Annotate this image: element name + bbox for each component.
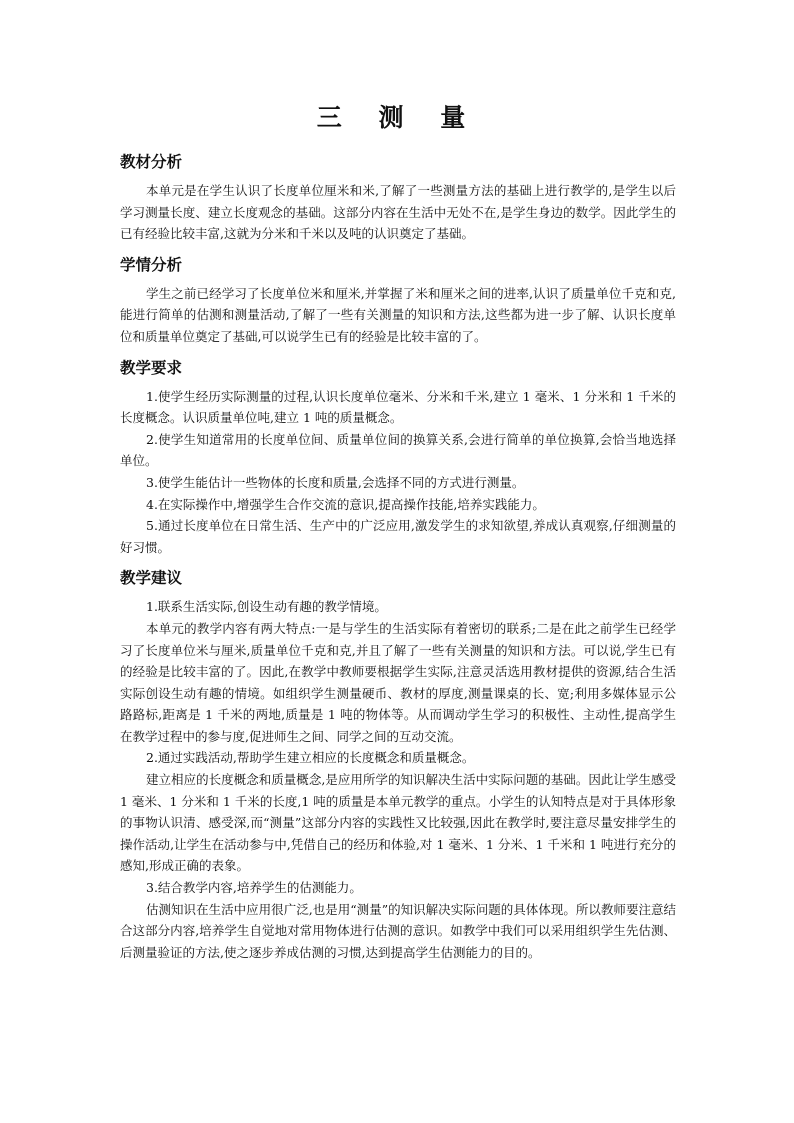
paragraph: 建立相应的长度概念和质量概念,是应用所学的知识解决生活中实际问题的基础。因此让学生感受 1 毫米、1 分米和 1 千米的长度,1 吨的质量是本单元教学的重点。小学生的认知特点是对于具体形象的事物认识清、感受深,而“测量”这部分内容的实践性又比较强,因此在教学时,要注意尽量安排学生的操作活动,让学生在活动参与中,凭借自己的经历和体验,对 1 毫米、1 分米、1 千米和 1 吨进行充分的感知,形成正确的表象。 bbox=[120, 772, 676, 874]
subheading: 2.通过实践活动,帮助学生建立相应的长度概念和质量概念。 bbox=[146, 750, 475, 766]
section-teaching-suggestions bbox=[120, 566, 676, 963]
list-item: 4.在实际操作中,增强学生合作交流的意识,提高操作技能,培养实践能力。 bbox=[146, 496, 545, 512]
list-item: 2.使学生知道常用的长度单位间、质量单位间的换算关系,会进行简单的单位换算,会恰当地选择单位。 bbox=[120, 431, 676, 469]
section-heading: 学情分析 bbox=[120, 254, 183, 274]
section-heading: 教材分析 bbox=[120, 152, 183, 171]
paragraph: 本单元的教学内容有两大特点:一是与学生的生活实际有着密切的联系;二是在此之前学生已经学习了长度单位米与厘米,质量单位千克和克,并且了解了一些有关测量的知识和方法。可以说,学生已有的经验是比较丰富的了。因此,在教学中教师要根据学生实际,注意灵活选用教材提供的资源,结合生活实际创设生动有趣的情境。如组织学生测量硬币、教材的厚度,测量课桌的长、宽;利用多媒体显示公路路标,距离是 1 千米的两地,质量是 1 吨的物体等。从而调动学生学习的积极性、主动性,提高学生在教学过程中的参与度,促进师生之间、同学之间的互动交流。 bbox=[120, 620, 676, 744]
section-textbook-analysis bbox=[120, 150, 676, 245]
section-heading: 教学要求 bbox=[120, 357, 183, 377]
list-item: 5.通过长度单位在日常生活、生产中的广泛应用,激发学生的求知欲望,养成认真观察,仔细测量的好习惯。 bbox=[120, 518, 676, 555]
paragraph: 本单元是在学生认识了长度单位厘米和米,了解了一些测量方法的基础上进行教学的,是学生以后学习测量长度、建立长度观念的基础。这部分内容在生活中无处不在,是学生身边的数学。因此学生的已有经验比较丰富,这就为分米和千米以及吨的认识奠定了基础。 bbox=[120, 183, 676, 242]
list-item: 1.使学生经历实际测量的过程,认识长度单位毫米、分米和千米,建立 1 毫米、1 分米和 1 千米的长度概念。认识质量单位吨,建立 1 吨的质量概念。 bbox=[120, 388, 676, 426]
page-title: 三 测 量 bbox=[316, 103, 480, 132]
subheading: 1.联系生活实际,创设生动有趣的教学情境。 bbox=[146, 599, 387, 615]
section-heading: 教学建议 bbox=[120, 568, 183, 588]
paragraph: 学生之前已经学习了长度单位米和厘米,并掌握了米和厘米之间的进率,认识了质量单位千克和克,能进行简单的估测和测量活动,了解了一些有关测量的知识和方法,这些都为进一步了解、认识长度单位和质量单位奠定了基础,可以说学生已有的经验是比较丰富的了。 bbox=[120, 285, 676, 344]
subheading: 3.结合教学内容,培养学生的估测能力。 bbox=[146, 880, 362, 896]
paragraph: 估测知识在生活中应用很广泛,也是用“测量”的知识解决实际问题的具体体现。所以教师要注意结合这部分内容,培养学生自觉地对常用物体进行估测的意识。如教学中我们可以采用组织学生先估测、后测量验证的方法,使之逐步养成估测的习惯,达到提高学生估测能力的目的。 bbox=[120, 901, 676, 960]
document-page bbox=[120, 100, 676, 969]
section-student-analysis bbox=[120, 253, 676, 348]
section-teaching-requirements bbox=[120, 356, 676, 559]
list-item: 3.使学生能估计一些物体的长度和质量,会选择不同的方式进行测量。 bbox=[146, 474, 525, 490]
